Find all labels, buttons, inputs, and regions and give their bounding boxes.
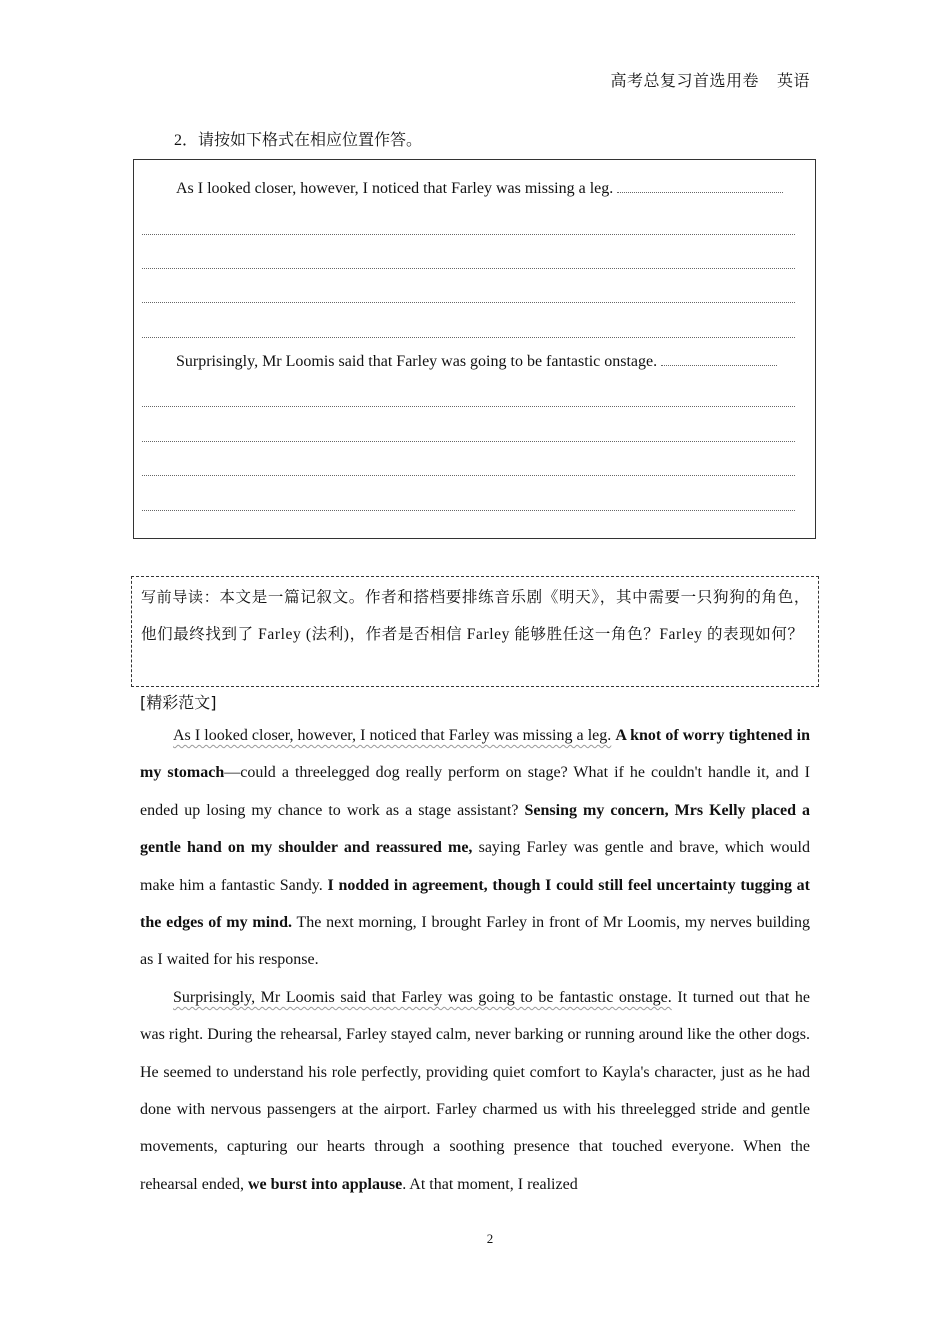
page-number: 2 [486, 1231, 494, 1246]
writing-line[interactable] [142, 337, 795, 338]
highlight-phrase: I nodded in agreement, though I could still feel uncertainty tugging at the edges of my mind. [140, 876, 811, 932]
given-sentence-2: Surprisingly, Mr Loomis said that Farley was going to be fantastic onstage. [173, 988, 672, 1006]
question-label: 2．请按如下格式在相应位置作答。 [174, 132, 423, 149]
highlight-phrase: we burst into applause [247, 1175, 403, 1193]
essay-paragraph-1 [140, 717, 810, 979]
answer-prompt-2 [176, 353, 777, 371]
highlight-phrase: A knot of worry tightened in my stomach [140, 727, 810, 782]
writing-line[interactable] [142, 475, 795, 476]
writing-line[interactable] [142, 302, 795, 303]
highlight-phrase: Sensing my concern, Mrs Kelly placed a gentle hand on my shoulder and reassured me, [140, 801, 811, 857]
guide-label: 写前导读： [141, 588, 220, 606]
given-sentence-1: As I looked closer, however, I noticed that Farley was missing a leg. [173, 727, 612, 744]
essay-text: saying Farley was gentle and brave, which would make him a fantastic Sandy. [140, 839, 811, 894]
header-title: 高考总复习首选用卷 [610, 73, 759, 90]
prompt-2-text: Surprisingly, Mr Loomis said that Farley was going to be fantastic onstage. [176, 353, 658, 370]
writing-line[interactable] [142, 441, 795, 442]
essay-text: —could a threelegged dog really perform on stage? What if he couldn't handle it, and I ended up losing my chance to work as a stage assistant? [140, 764, 810, 819]
guide-text: 本文是一篇记叙文。作者和搭档要排练音乐剧《明天》，其中需要一只狗狗的角色，他们最终找到了 Farley (法利)，作者是否相信 Farley 能够胜任这一角色？Farley 的表现如何？ [141, 589, 810, 643]
writing-line[interactable] [142, 510, 795, 511]
writing-line[interactable] [142, 234, 795, 235]
answer-box [133, 159, 816, 539]
writing-line[interactable] [617, 192, 783, 193]
answer-prompt-1 [176, 180, 783, 198]
writing-line[interactable] [142, 406, 795, 407]
model-essay [140, 717, 810, 1203]
reading-guide-box [131, 576, 819, 687]
header-subject: 英语 [776, 73, 810, 90]
model-essay-label: [精彩范文] [140, 693, 217, 712]
writing-line[interactable] [142, 268, 795, 269]
essay-text: It turned out that he was right. During the rehearsal, Farley stayed calm, never barking or running around like the other dogs. He seemed to understand his role perfectly, providing quiet comfort to Kayla's character, just as he had done with nervous passengers at the airport. Farley charmed us with his threelegged stride and gentle movements, capturing our hearts through a soothing presence that touched everyone. When the rehearsal ended, [140, 988, 811, 1193]
essay-text: . At that moment, I realized [402, 1175, 578, 1193]
writing-line[interactable] [661, 365, 777, 366]
essay-text: The next morning, I brought Farley in front of Mr Loomis, my nerves building as I waited for his response. [140, 914, 810, 969]
prompt-1-text: As I looked closer, however, I noticed that Farley was missing a leg. [176, 180, 614, 197]
page-header [610, 68, 810, 91]
essay-paragraph-2 [140, 979, 810, 1203]
